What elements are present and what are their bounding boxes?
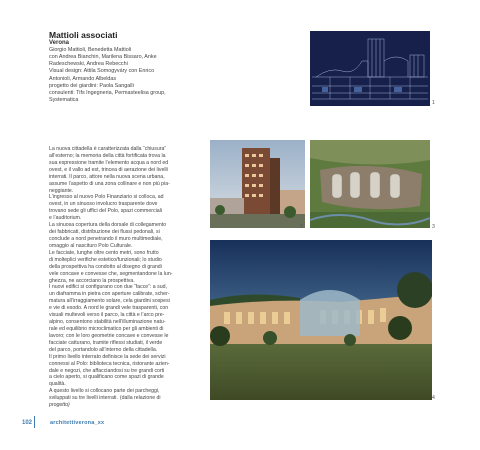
body-line: qualità. [49,381,66,388]
body-line: vele concave e convesse che, segmentandone la lun- [49,270,173,277]
footer-divider [34,416,35,428]
body-line: a cielo aperto, si qualificano come spazi di grande [49,374,164,381]
body-line: del parco, portandolo all’interno della cittadella. [49,346,158,353]
credit-line: Giorgio Mattioli, Benedetta Mattioli [49,47,132,53]
figure-dusk-render [210,240,432,400]
body-line: un diaframma in pietra con aperture calibrate, scher- [49,291,170,298]
source-note-italic: progetto) [49,402,70,409]
body-line: matura all’irraggiamento solare, cela giardini sospesi [49,298,170,305]
body-line: omaggio al nascituro Polo Culturale. [49,242,133,249]
body-line: La sinuosa copertura della dorsale di collegamento [49,222,167,229]
credit-line: consulenti: Tifs Ingegneria, Permasteelisa group, [49,89,166,96]
body-line: sua espressione tramite l’elemento acqua a nord ed [49,159,169,166]
body-line: della prospettiva ha condotto al disegno di grandi [49,263,162,270]
body-line: facciate catturano, tramite riflessi studiati, il verde [49,339,163,346]
project-title: Mattioli associati [49,30,118,40]
credit-line: progetto dei giardini: Paola Sangalli [49,82,134,89]
credit-line: Antonioli, Armando Albeldas [49,75,117,82]
body-line: alpino, consentono stabilità nell’illuminazione natu- [49,319,166,326]
body-line: I nuovi edifici si configurano con due “facce”: a sud, [49,284,167,291]
body-line: dei fabbricati, distribuzione dei flussi pedonali, si [49,229,160,236]
body-line: sviluppati su tre livelli interrati. (dalla relazione di [49,395,161,402]
credit-line: Systematica [49,97,79,104]
magazine-name: architettiverona_xx [50,420,105,426]
body-line: L’ingresso al nuovo Polo Finanziario si colloca, ad [49,194,164,201]
body-line: all’esterno; la memoria della città fortificata trova la [49,152,166,159]
figure-section-drawing [310,31,430,106]
body-line: lavoro; con le loro geometrie concave e convesse le [49,332,169,339]
body-line: e vie di esodo. A nord le grandi vele trasparenti, con [49,305,169,312]
credit-line: con Andrea Bianchin, Marilena Bissaro, Anke [49,54,157,61]
figure-number: 1 [432,100,435,106]
body-line: rale ed equilibrio microclimatico per gli ambienti di [49,325,164,332]
body-line: ovest, e il vallo ad est, trincea di aerazione dei livelli [49,166,168,173]
body-line: ovest, in un sinuoso involucro trasparente dove [49,201,158,208]
body-line: La nuova cittadella è caratterizzata dalla “chiusura” [49,146,167,152]
body-text [49,146,201,409]
body-line: neggiante. [49,187,74,194]
body-line: Le facciate, lunghe oltre cento metri, sono frutto [49,249,159,256]
credit-line: Visual design: Attila Somogyváry con Enrico [49,68,155,75]
figure-tower-render [210,140,305,228]
body-line: connessi al Polo: biblioteca tecnica, ristorante azien- [49,360,170,367]
body-line: trovano sede gli uffici del Polo, spazi commerciali [49,208,162,215]
figure-number: 2 [300,224,303,230]
figure-number: 3 [432,224,435,230]
credits-block [49,47,201,104]
figure-aerial-render [310,140,430,228]
credit-line: Radeschewski, Andrea Rebecchi [49,61,128,68]
body-line: Il primo livello interrato definisce la sede dei servizi [49,353,166,360]
body-line: conclude a nord penetrando il muro multimediale, [49,235,163,242]
body-line: assume l’aspetto di una zona collinare e non più pia- [49,180,170,187]
body-line: A questo livello si collocano parte dei parcheggi, [49,388,160,395]
figure-number: 4 [432,395,435,401]
body-line: interrati. Il parco, attore nella nuova scena urbana, [49,173,165,180]
body-line: di molteplici verifiche estetico/funzionali; lo studio [49,256,162,263]
page-number: 102 [22,420,33,426]
body-line: visuali multevoli verso il parco, la città e l’arco pre- [49,312,165,319]
body-line: e l’auditorium. [49,215,82,222]
source-note: (dalla relazione di [119,395,161,402]
project-location: Verona [49,40,70,46]
body-line: ghezza, ne accorciano la prospettiva. [49,277,135,284]
body-line: dale e negozi, che affacciandosi su tre grandi corti [49,367,165,374]
